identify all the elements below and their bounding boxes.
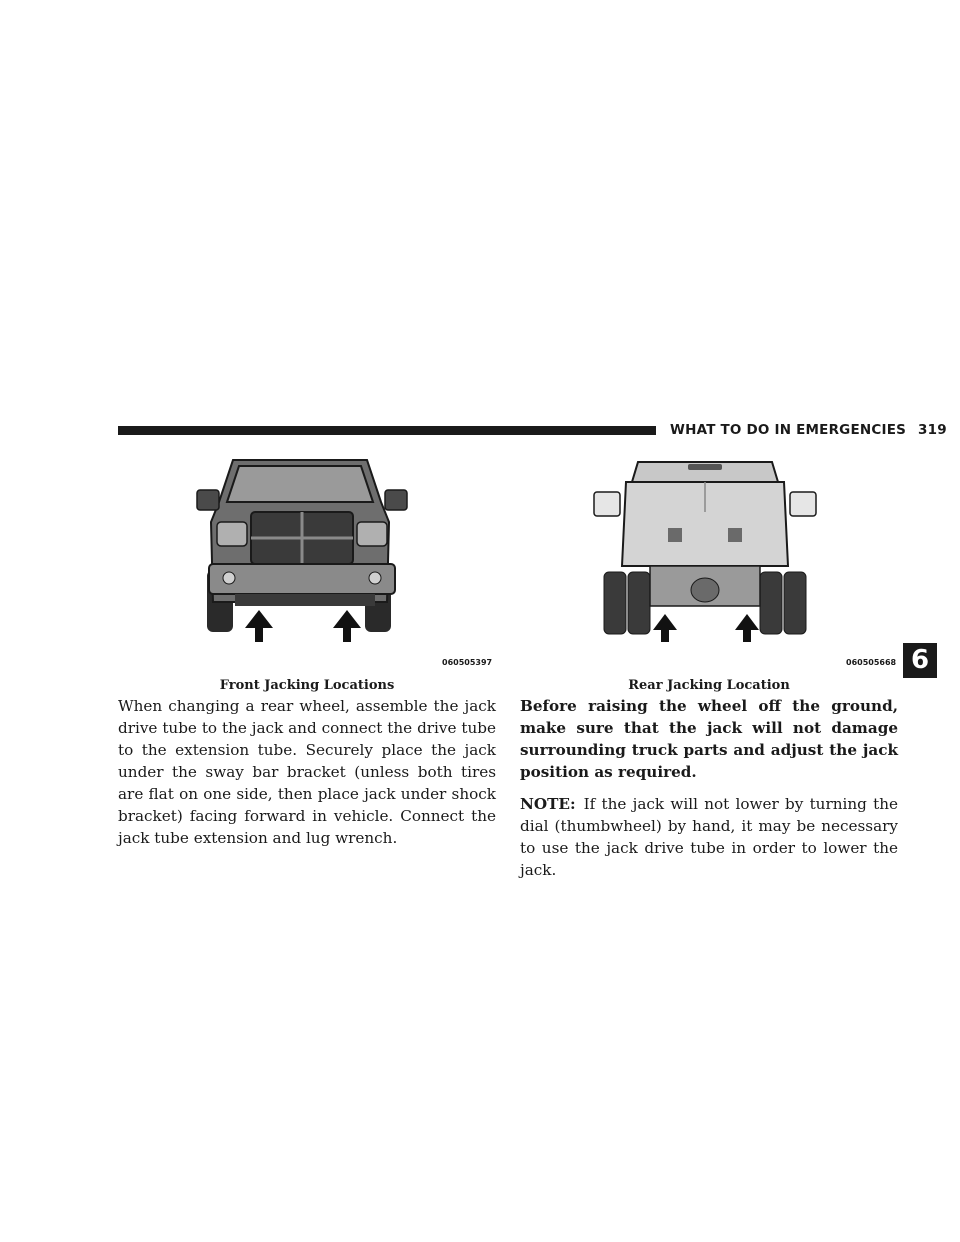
header-rule	[118, 426, 656, 435]
jack-arrow-icon	[653, 614, 677, 642]
note-text: If the jack will not lower by turning the dial (thumbwheel) by hand, it may be necessary to use the jack drive tube in order to lower the jack.	[520, 795, 898, 879]
rear-left-outer-tire	[604, 572, 626, 634]
section-title: WHAT TO DO IN EMERGENCIES	[670, 422, 907, 438]
left-column	[118, 695, 496, 849]
note-paragraph	[520, 793, 898, 881]
rear-jacking-illustration	[590, 452, 820, 642]
front-jacking-illustration	[195, 452, 415, 642]
running-header	[670, 420, 947, 440]
warning-paragraph: Before raising the wheel off the ground, make sure that the jack will not damage surrounding truck parts and adjust the jack position as required.	[520, 697, 898, 781]
paragraph: When changing a rear wheel, assemble the jack drive tube to the jack and connect the drive tube to the extension tube. Securely place the jack under the sway bar bracket (unless both tires are flat on one side, then place jack under shock bracket) facing forward in vehicle. Connect the jack tube extension and lug wrench.	[118, 697, 496, 847]
jack-arrow-icon	[735, 614, 759, 642]
figure-caption-rear: Rear Jacking Location	[628, 678, 790, 693]
windshield	[227, 466, 373, 502]
rear-right-outer-tire	[784, 572, 806, 634]
right-headlight	[357, 522, 387, 546]
left-mirror	[197, 490, 219, 510]
taillight	[668, 528, 682, 542]
chapter-tab: 6	[903, 643, 937, 678]
front-truck-drawing	[195, 452, 415, 642]
rear-left-inner-tire	[628, 572, 650, 634]
right-column	[520, 695, 898, 891]
right-mirror	[790, 492, 816, 516]
underbody	[235, 594, 375, 606]
left-headlight	[217, 522, 247, 546]
figure-code: 060505397	[442, 658, 493, 667]
rear-right-inner-tire	[760, 572, 782, 634]
left-mirror	[594, 492, 620, 516]
figure-caption-front: Front Jacking Locations	[219, 678, 395, 693]
jack-arrow-icon	[333, 610, 361, 642]
jack-arrow-icon	[245, 610, 273, 642]
right-mirror	[385, 490, 407, 510]
figure-code: 060505668	[846, 658, 897, 667]
taillight	[728, 528, 742, 542]
note-label: NOTE:	[520, 795, 576, 813]
rear-truck-drawing	[590, 452, 820, 642]
front-bumper	[209, 564, 395, 594]
page-number: 319	[918, 422, 947, 438]
